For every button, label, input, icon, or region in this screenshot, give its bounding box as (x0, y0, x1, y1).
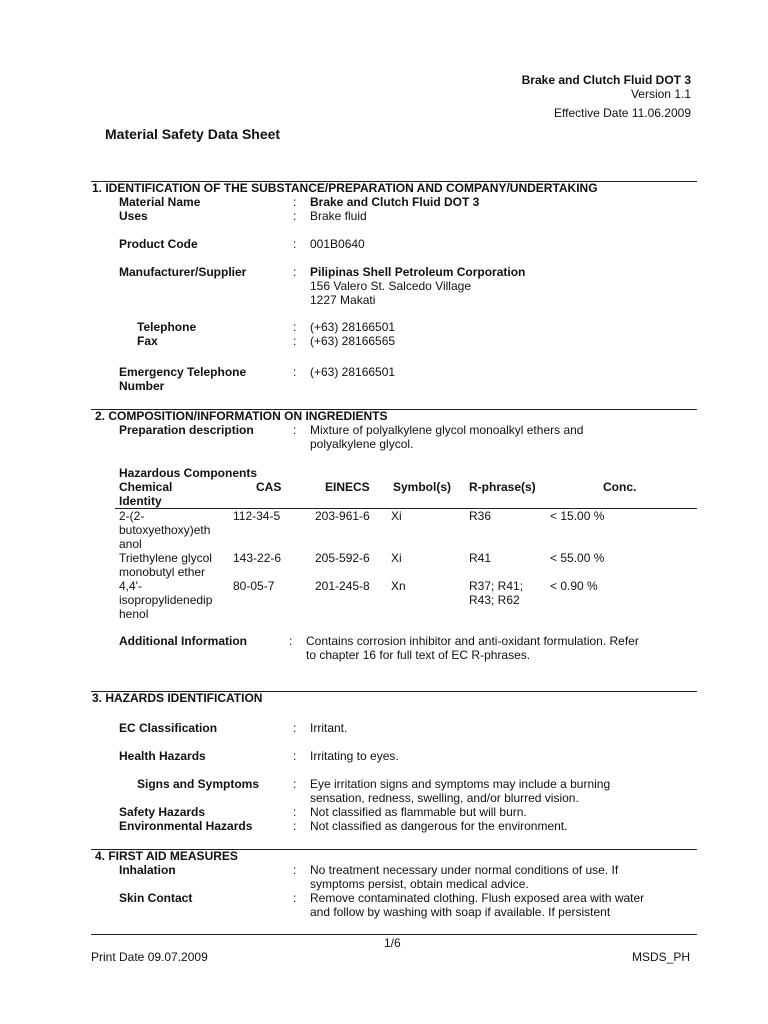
signs-symptoms-label: Signs and Symptoms (137, 777, 260, 791)
colon: : (293, 777, 297, 791)
colon: : (293, 237, 297, 251)
chemical-name: Triethylene glycol (119, 551, 212, 565)
skin-contact-value: Remove contaminated clothing. Flush exposed area with water (310, 891, 645, 905)
prep-desc-value: Mixture of polyalkylene glycol monoalkyl ethers and (310, 423, 584, 437)
health-hazards-label: Health Hazards (119, 749, 206, 763)
health-hazards-value: Irritating to eyes. (310, 749, 399, 763)
additional-info-value: Contains corrosion inhibitor and anti-oxidant formulation. Refer (306, 634, 639, 648)
section-3-title: 3. HAZARDS IDENTIFICATION (92, 691, 263, 705)
r-phrase: R41 (469, 551, 492, 565)
telephone-label: Telephone (137, 320, 197, 334)
einecs-number: 201-245-8 (315, 579, 370, 593)
r-phrase-cont: R43; R62 (469, 593, 520, 607)
chemical-name-cont: butoxyethoxy)eth (119, 523, 211, 537)
colon: : (293, 721, 297, 735)
fax-value: (+63) 28166565 (310, 334, 396, 348)
inhalation-label: Inhalation (119, 863, 176, 877)
manufacturer-label: Manufacturer/Supplier (119, 265, 247, 279)
chemical-name-cont: henol (119, 607, 149, 621)
material-name-label: Material Name (119, 195, 201, 209)
symbol: Xn (391, 579, 406, 593)
r-phrase: R37; R41; (469, 579, 524, 593)
hazardous-components-heading: Hazardous Components (119, 466, 258, 480)
product-code-value: 001B0640 (310, 237, 365, 251)
chemical-name: 2-(2- (119, 509, 145, 523)
inhalation-value: No treatment necessary under normal conditions of use. If (310, 863, 619, 877)
address-line-1: 156 Valero St. Salcedo Village (310, 279, 471, 293)
r-phrase: R36 (469, 509, 492, 523)
chemical-name: 4,4'- (119, 579, 142, 593)
product-code-label: Product Code (119, 237, 198, 251)
additional-info-value-cont: to chapter 16 for full text of EC R-phrases. (306, 648, 531, 662)
concentration: < 55.00 % (550, 551, 605, 565)
header-version: Version 1.1 (630, 87, 691, 101)
ec-classification-label: EC Classification (119, 721, 218, 735)
page-number: 1/6 (384, 936, 401, 950)
einecs-number: 205-592-6 (315, 551, 370, 565)
print-date: Print Date 09.07.2009 (91, 950, 208, 964)
document-code: MSDS_PH (631, 950, 690, 964)
cas-number: 80-05-7 (233, 579, 275, 593)
inhalation-value-cont: symptoms persist, obtain medical advice. (310, 877, 529, 891)
chemical-name-cont: isopropylidenedip (119, 593, 213, 607)
symbol: Xi (391, 551, 402, 565)
colon: : (293, 334, 297, 348)
uses-label: Uses (119, 209, 148, 223)
additional-info-label: Additional Information (119, 634, 247, 648)
colon: : (293, 805, 297, 819)
section-2-title: 2. COMPOSITION/INFORMATION ON INGREDIENTS (95, 409, 388, 423)
chemical-name-cont: monobutyl ether (119, 565, 206, 579)
col-header-conc: Conc. (603, 480, 637, 494)
einecs-number: 203-961-6 (315, 509, 370, 523)
skin-contact-label: Skin Contact (119, 891, 193, 905)
colon: : (293, 891, 297, 905)
document-title: Material Safety Data Sheet (105, 126, 281, 142)
colon: : (293, 209, 297, 223)
colon: : (293, 265, 297, 279)
chemical-name-cont: anol (119, 537, 142, 551)
footer-divider (91, 934, 697, 935)
cas-number: 112-34-5 (233, 509, 281, 523)
emergency-label-cont: Number (119, 379, 165, 393)
manufacturer-name: Pilipinas Shell Petroleum Corporation (310, 265, 526, 279)
signs-symptoms-value-cont: sensation, redness, swelling, and/or blurred vision. (310, 791, 579, 805)
header-product: Brake and Clutch Fluid DOT 3 (521, 73, 691, 87)
colon: : (293, 749, 297, 763)
safety-hazards-value: Not classified as flammable but will burn. (310, 805, 527, 819)
ec-classification-value: Irritant. (310, 721, 348, 735)
emergency-label: Emergency Telephone (119, 365, 247, 379)
material-name-value: Brake and Clutch Fluid DOT 3 (310, 195, 480, 209)
symbol: Xi (391, 509, 402, 523)
section-4-title: 4. FIRST AID MEASURES (95, 849, 238, 863)
table-header-rule (115, 508, 697, 509)
section-1-title: 1. IDENTIFICATION OF THE SUBSTANCE/PREPARATION AND COMPANY/UNDERTAKING (92, 181, 598, 195)
colon: : (293, 423, 297, 437)
prep-desc-label: Preparation description (119, 423, 254, 437)
environmental-hazards-value: Not classified as dangerous for the environment. (310, 819, 568, 833)
colon: : (293, 863, 297, 877)
col-header-cas: CAS (256, 480, 282, 494)
environmental-hazards-label: Environmental Hazards (119, 819, 253, 833)
signs-symptoms-value: Eye irritation signs and symptoms may include a burning (310, 777, 611, 791)
telephone-value: (+63) 28166501 (310, 320, 396, 334)
cas-number: 143-22-6 (233, 551, 282, 565)
colon: : (293, 365, 297, 379)
skin-contact-value-cont: and follow by washing with soap if available. If persistent (310, 905, 611, 919)
col-header-rphrase: R-phrase(s) (469, 480, 536, 494)
col-header-identity: Identity (119, 494, 162, 508)
col-header-symbol: Symbol(s) (393, 480, 452, 494)
colon: : (289, 634, 293, 648)
safety-hazards-label: Safety Hazards (119, 805, 206, 819)
col-header-chemical: Chemical (119, 480, 173, 494)
colon: : (293, 195, 297, 209)
uses-value: Brake fluid (310, 209, 367, 223)
concentration: < 0.90 % (550, 579, 598, 593)
emergency-value: (+63) 28166501 (310, 365, 396, 379)
concentration: < 15.00 % (550, 509, 605, 523)
colon: : (293, 320, 297, 334)
prep-desc-value-cont: polyalkylene glycol. (310, 437, 414, 451)
fax-label: Fax (137, 334, 158, 348)
address-line-2: 1227 Makati (310, 293, 376, 307)
col-header-einecs: EINECS (325, 480, 370, 494)
colon: : (293, 819, 297, 833)
header-effective-date: Effective Date 11.06.2009 (554, 106, 691, 120)
